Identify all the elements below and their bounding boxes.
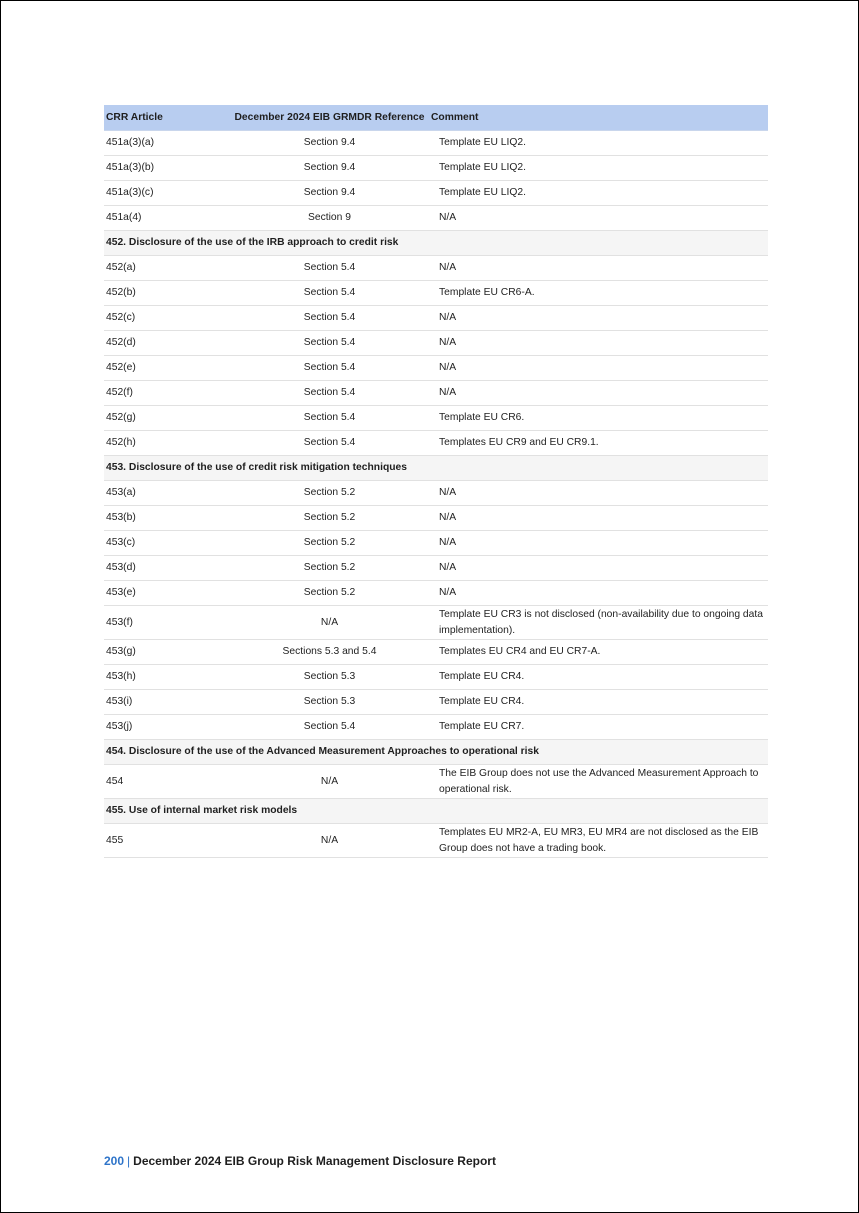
cell-article: 451a(3)(b) [104, 156, 232, 181]
cell-comment: N/A [427, 206, 768, 231]
cell-article: 453(b) [104, 506, 232, 531]
cell-article: 453(h) [104, 665, 232, 690]
table-row [104, 765, 768, 799]
cell-comment: Template EU CR4. [427, 690, 768, 715]
cell-article: 452(f) [104, 381, 232, 406]
cell-comment: N/A [427, 356, 768, 381]
table-row [104, 506, 768, 531]
page-number: 200 [104, 1154, 125, 1168]
table-row [104, 406, 768, 431]
header-crr-article: CRR Article [104, 105, 232, 131]
section-heading-row [104, 456, 768, 481]
cell-reference: Section 5.4 [232, 406, 427, 431]
cell-comment: Templates EU MR2-A, EU MR3, EU MR4 are not disclosed as the EIB Group does not have a trading book. [427, 824, 768, 858]
cell-reference: N/A [232, 824, 427, 858]
section-heading: 453. Disclosure of the use of credit risk mitigation techniques [104, 456, 768, 481]
cell-reference: Section 5.4 [232, 331, 427, 356]
table-row [104, 606, 768, 640]
cell-comment: Template EU CR6-A. [427, 281, 768, 306]
section-heading: 454. Disclosure of the use of the Advanced Measurement Approaches to operational risk [104, 740, 768, 765]
cell-reference: Section 9.4 [232, 131, 427, 156]
cell-reference: Section 5.4 [232, 256, 427, 281]
table-header-row [104, 105, 768, 131]
cell-reference: Section 5.4 [232, 431, 427, 456]
cell-reference: Section 9.4 [232, 156, 427, 181]
table-row [104, 715, 768, 740]
cell-comment: Template EU CR6. [427, 406, 768, 431]
cell-article: 451a(3)(a) [104, 131, 232, 156]
cell-article: 453(i) [104, 690, 232, 715]
table-row [104, 381, 768, 406]
table-row [104, 531, 768, 556]
table-row [104, 581, 768, 606]
table-body [104, 131, 768, 858]
crr-reference-table [104, 105, 768, 858]
cell-reference: Section 9.4 [232, 181, 427, 206]
cell-article: 452(b) [104, 281, 232, 306]
cell-comment: Templates EU CR4 and EU CR7-A. [427, 640, 768, 665]
section-heading-row [104, 231, 768, 256]
cell-reference: Section 9 [232, 206, 427, 231]
section-heading: 452. Disclosure of the use of the IRB approach to credit risk [104, 231, 768, 256]
cell-reference: Section 5.4 [232, 715, 427, 740]
header-comment: Comment [427, 105, 768, 131]
cell-reference: Section 5.2 [232, 556, 427, 581]
cell-comment: Template EU CR7. [427, 715, 768, 740]
table-row [104, 256, 768, 281]
table-header [104, 105, 768, 131]
table-row [104, 156, 768, 181]
cell-article: 452(a) [104, 256, 232, 281]
table-row [104, 306, 768, 331]
cell-comment: N/A [427, 481, 768, 506]
cell-reference: N/A [232, 606, 427, 640]
table-row [104, 431, 768, 456]
cell-reference: Section 5.2 [232, 481, 427, 506]
table-row [104, 356, 768, 381]
cell-article: 455 [104, 824, 232, 858]
cell-reference: Section 5.3 [232, 665, 427, 690]
cell-comment: Templates EU CR9 and EU CR9.1. [427, 431, 768, 456]
table-row [104, 331, 768, 356]
cell-article: 454 [104, 765, 232, 799]
table-row [104, 281, 768, 306]
cell-reference: Section 5.2 [232, 581, 427, 606]
section-heading-row [104, 740, 768, 765]
cell-comment: Template EU CR3 is not disclosed (non-availability due to ongoing data implementation). [427, 606, 768, 640]
cell-comment: Template EU LIQ2. [427, 156, 768, 181]
header-grmdr-reference: December 2024 EIB GRMDR Reference [232, 105, 427, 131]
cell-article: 452(h) [104, 431, 232, 456]
cell-article: 451a(3)(c) [104, 181, 232, 206]
cell-reference: Sections 5.3 and 5.4 [232, 640, 427, 665]
cell-article: 453(d) [104, 556, 232, 581]
cell-reference: Section 5.4 [232, 356, 427, 381]
section-heading: 455. Use of internal market risk models [104, 799, 768, 824]
cell-comment: Template EU LIQ2. [427, 131, 768, 156]
cell-comment: N/A [427, 506, 768, 531]
cell-article: 453(j) [104, 715, 232, 740]
footer-separator: | [127, 1154, 131, 1168]
cell-comment: N/A [427, 331, 768, 356]
cell-reference: Section 5.3 [232, 690, 427, 715]
table-row [104, 181, 768, 206]
table-row [104, 206, 768, 231]
table-row [104, 131, 768, 156]
cell-comment: N/A [427, 381, 768, 406]
cell-article: 452(g) [104, 406, 232, 431]
cell-comment: N/A [427, 556, 768, 581]
cell-article: 451a(4) [104, 206, 232, 231]
cell-comment: The EIB Group does not use the Advanced Measurement Approach to operational risk. [427, 765, 768, 799]
cell-article: 452(d) [104, 331, 232, 356]
cell-comment: N/A [427, 256, 768, 281]
section-heading-row [104, 799, 768, 824]
cell-article: 452(c) [104, 306, 232, 331]
cell-article: 453(a) [104, 481, 232, 506]
cell-comment: N/A [427, 531, 768, 556]
table-row [104, 665, 768, 690]
table-row [104, 824, 768, 858]
cell-comment: Template EU LIQ2. [427, 181, 768, 206]
cell-article: 453(f) [104, 606, 232, 640]
cell-comment: N/A [427, 581, 768, 606]
cell-article: 453(g) [104, 640, 232, 665]
cell-comment: Template EU CR4. [427, 665, 768, 690]
table-row [104, 640, 768, 665]
cell-article: 452(e) [104, 356, 232, 381]
cell-reference: Section 5.2 [232, 531, 427, 556]
table-row [104, 556, 768, 581]
cell-comment: N/A [427, 306, 768, 331]
table-row [104, 481, 768, 506]
table-row [104, 690, 768, 715]
cell-article: 453(e) [104, 581, 232, 606]
cell-article: 453(c) [104, 531, 232, 556]
cell-reference: N/A [232, 765, 427, 799]
footer-title: December 2024 EIB Group Risk Management Disclosure Report [133, 1154, 496, 1168]
page-footer [104, 1154, 496, 1168]
cell-reference: Section 5.4 [232, 306, 427, 331]
cell-reference: Section 5.2 [232, 506, 427, 531]
cell-reference: Section 5.4 [232, 381, 427, 406]
cell-reference: Section 5.4 [232, 281, 427, 306]
